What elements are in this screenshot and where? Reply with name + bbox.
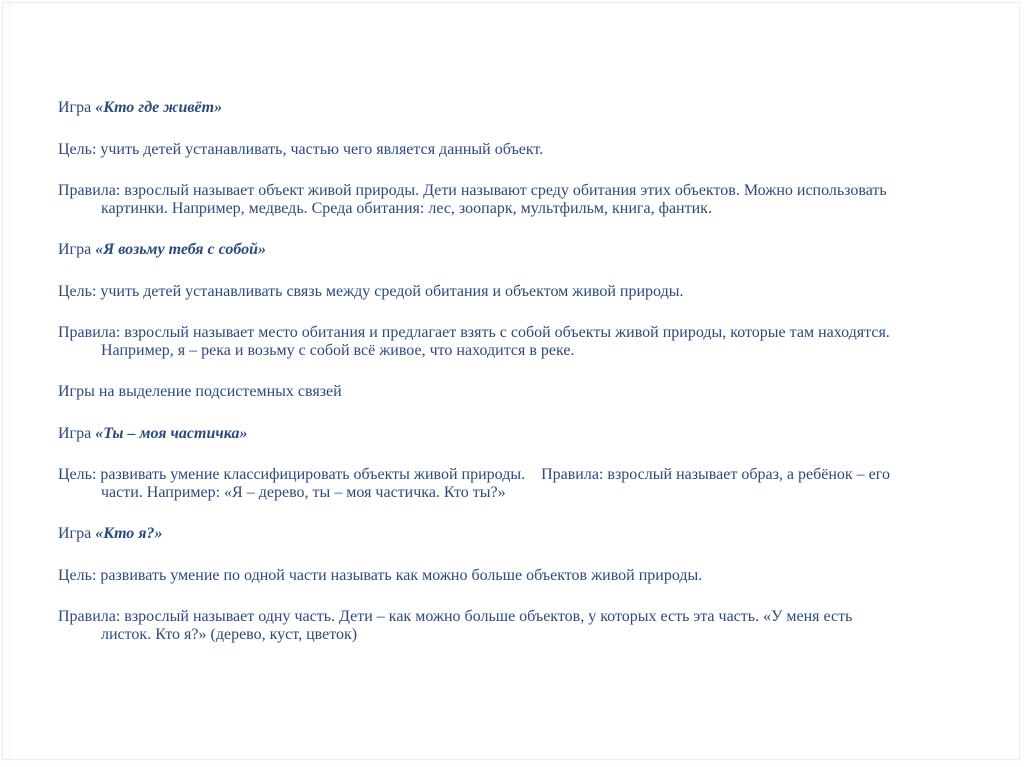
game-title-prefix: Игра [58,99,96,116]
paragraph-line: Игры на выделение подсистемных связей [58,383,342,400]
game-title-name: «Кто где живёт» [95,99,223,116]
game-title-name: «Ты – моя частичка» [95,424,248,442]
body-paragraph [58,567,958,585]
paragraph-line: Цель: развивать умение по одной части называть как можно больше объектов живой природы. [58,566,703,584]
body-paragraph [58,466,958,501]
paragraph-line: Цель: учить детей устанавливать, частью чего является данный объект. [58,140,544,158]
game-title-line [58,425,958,443]
game-title-paragraph [58,99,958,117]
paragraph-line: части. Например: «Я – дерево, ты – моя частичка. Кто ты?» [101,483,506,501]
game-title-line [58,241,958,259]
slide-canvas [2,2,1020,760]
game-title-prefix: Игра [58,424,96,442]
game-title-name: «Кто я?» [95,525,163,542]
body-paragraph [58,141,958,159]
paragraph-line: Например, я – река и возьму с собой всё живое, что находится в реке. [101,341,575,359]
game-title-paragraph [58,525,958,543]
game-title-prefix: Игра [58,525,96,542]
paragraph-line: картинки. Например, медведь. Среда обитания: лес, зоопарк, мультфильм, книга, фантик. [101,199,712,217]
game-title-paragraph [58,425,958,443]
game-title-name: «Я возьму тебя с собой» [95,241,267,258]
body-paragraph [58,324,958,359]
game-title-line [58,525,958,543]
game-title-paragraph [58,241,958,259]
slide-text-content [58,99,958,667]
body-paragraph [58,608,958,643]
slide-left-edge-line [9,3,10,759]
body-paragraph [58,283,958,301]
body-paragraph [58,182,958,217]
game-title-line [58,99,958,117]
paragraph-line: Цель: развивать умение классифицировать объекты живой природы. Правила: взрослый называет образ, а ребёнок – его [58,466,890,483]
game-title-prefix: Игра [58,241,96,258]
paragraph-line: листок. Кто я?» (дерево, куст, цветок) [101,625,358,643]
paragraph-line: Правила: взрослый называет место обитания и предлагает взять с собой объекты живой природы, которые там находятся. [58,324,890,341]
paragraph-line: Правила: взрослый называет одну часть. Дети – как можно больше объектов, у которых есть эта часть. «У меня есть [58,608,853,625]
paragraph-line: Правила: взрослый называет объект живой природы. Дети называют среду обитания этих объектов. Можно использовать [58,182,887,199]
paragraph-line: Цель: учить детей устанавливать связь между средой обитания и объектом живой природы. [58,282,684,300]
body-paragraph [58,383,958,401]
